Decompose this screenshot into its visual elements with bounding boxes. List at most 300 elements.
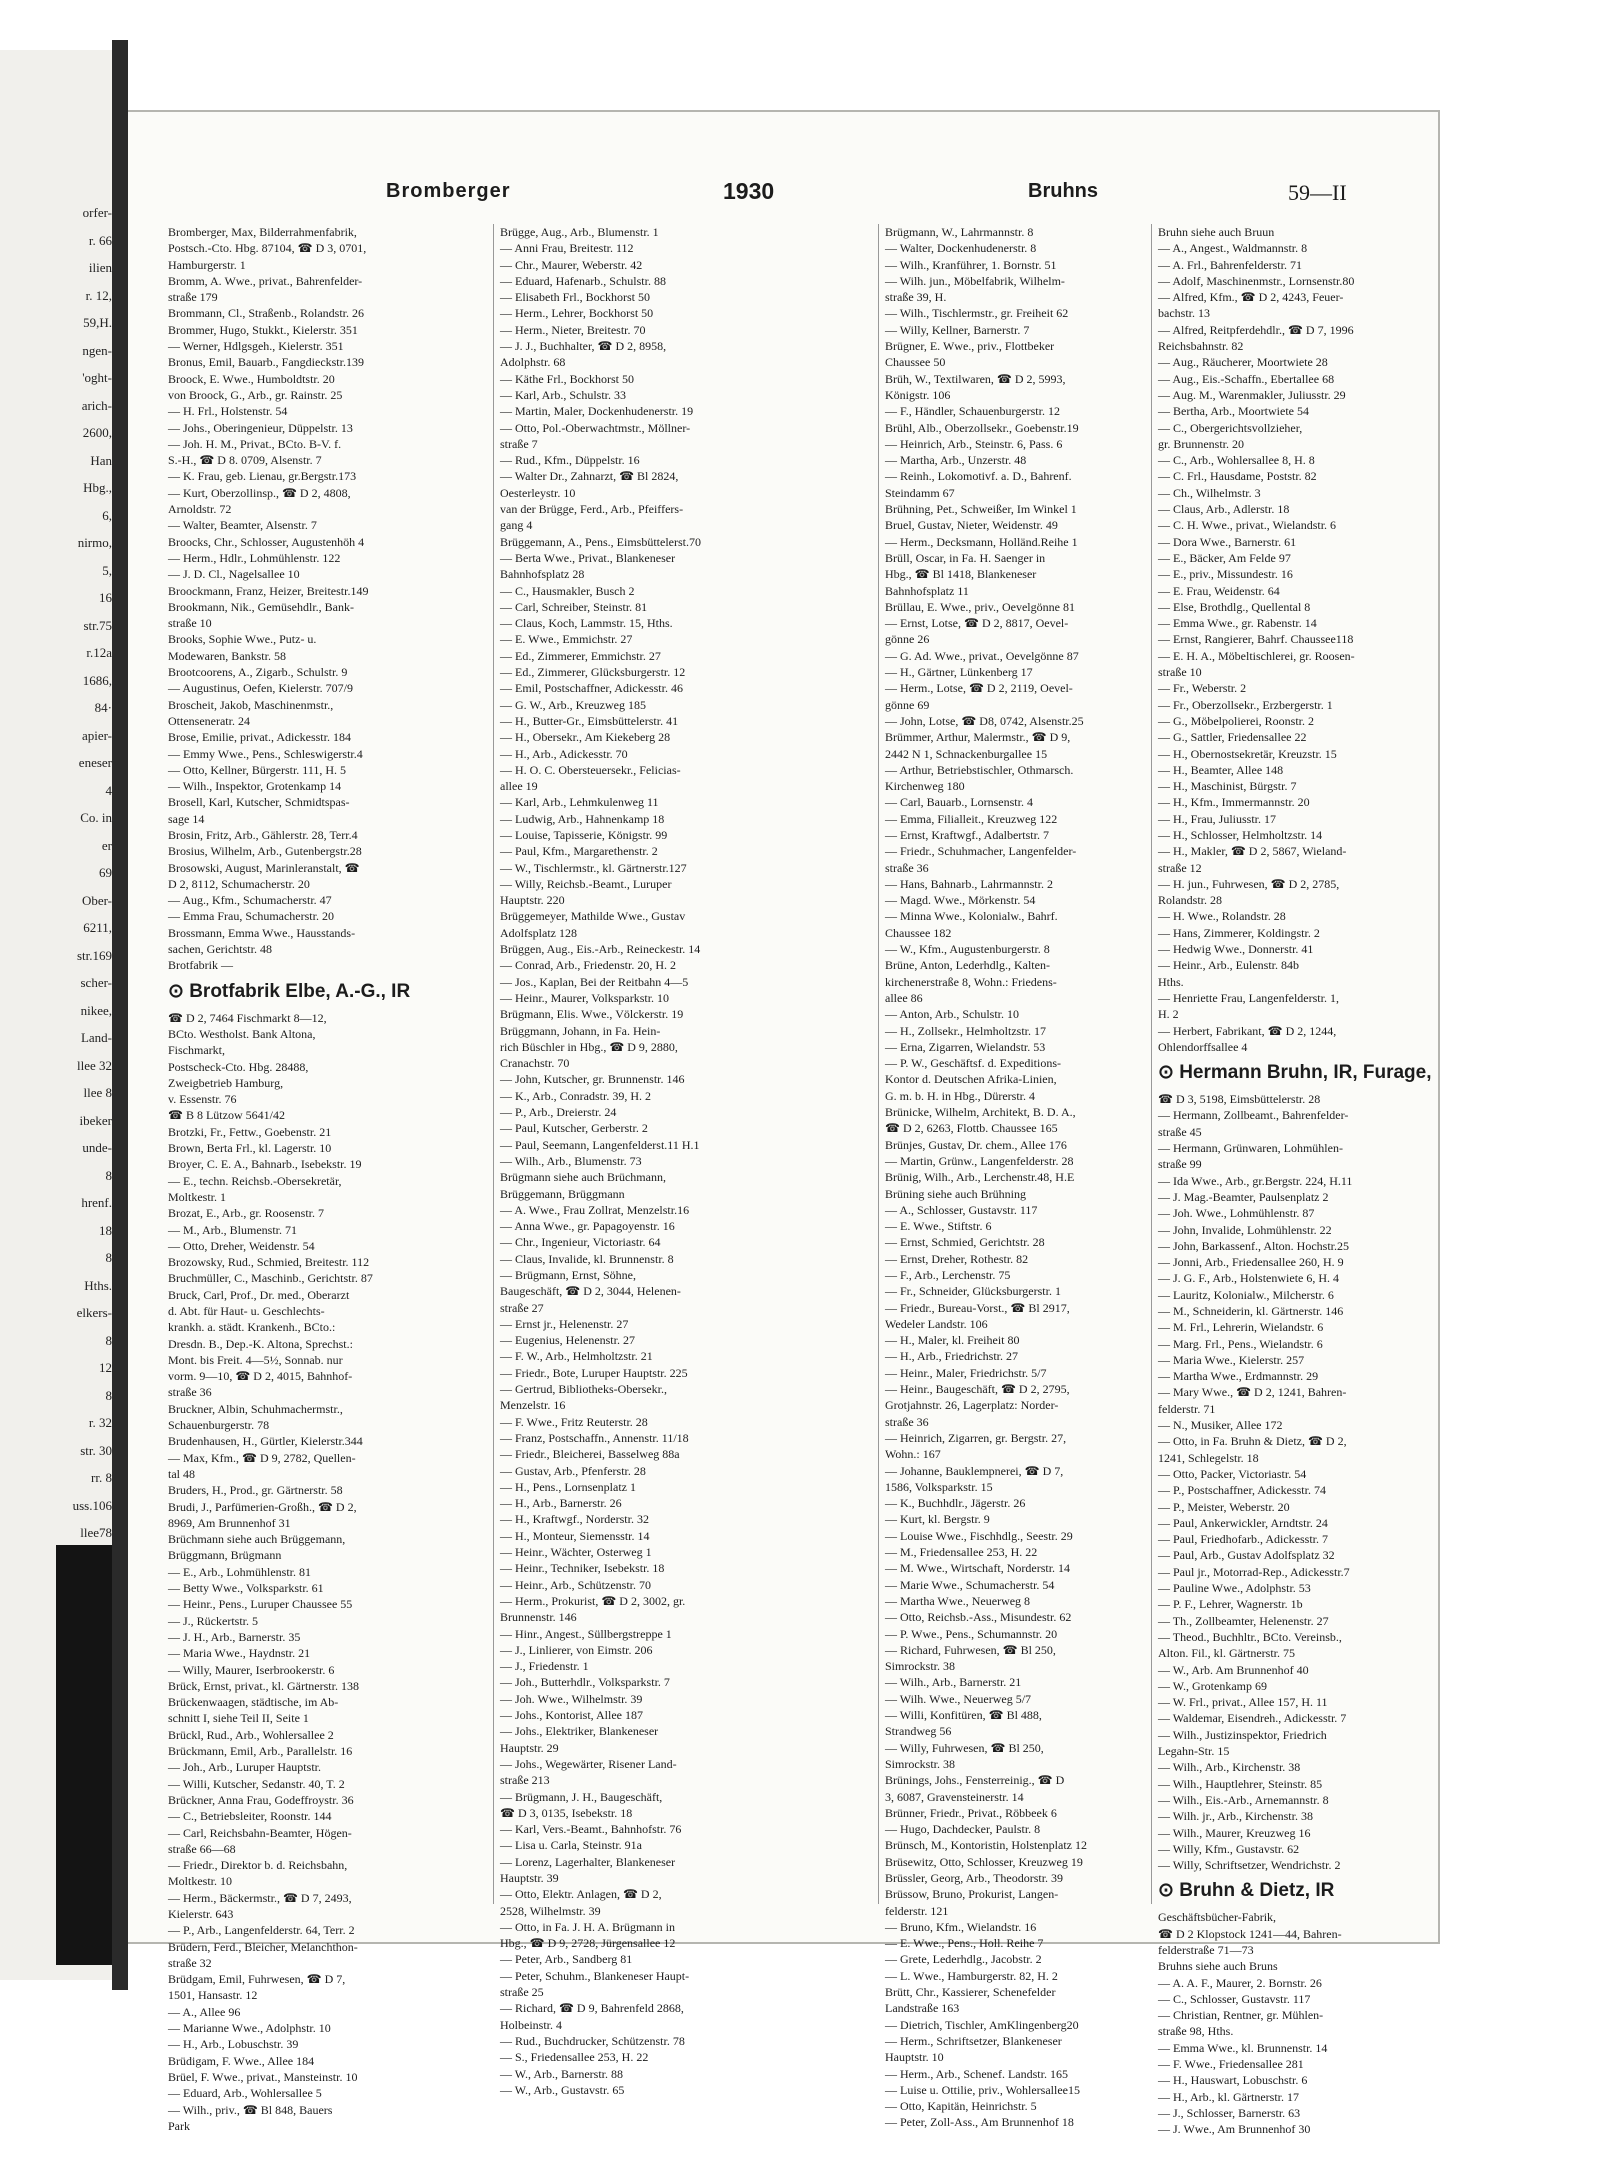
directory-entry: — Wilh., Justizinspektor, Friedrich (1158, 1727, 1327, 1742)
directory-entry: — G., Sattler, Friedensallee 22 (1158, 730, 1307, 745)
directory-entry: Hbg., ☎ Bl 1418, Blankeneser (885, 567, 1037, 582)
directory-entry: — Heinr., Maler, Friedrichstr. 5/7 (885, 1365, 1047, 1380)
directory-entry: Bronus, Emil, Bauarb., Fangdieckstr.139 (168, 355, 364, 370)
directory-entry: Brünjes, Gustav, Dr. chem., Allee 176 (885, 1137, 1067, 1152)
directory-entry: — Peter, Zoll-Ass., Am Brunnenhof 18 (885, 2115, 1074, 2130)
directory-entry: Brügmann, Elis. Wwe., Völckerstr. 19 (500, 1007, 684, 1022)
directory-entry: — Alfred, Kfm., ☎ D 2, 4243, Feuer- (1158, 290, 1344, 305)
directory-entry: — Ernst, Dreher, Rothestr. 82 (885, 1251, 1029, 1266)
directory-entry: — John, Invalide, Lohmühlenstr. 22 (1158, 1222, 1332, 1237)
directory-entry: Brückl, Rud., Arb., Wohlersallee 2 (168, 1727, 334, 1742)
directory-entry: Brüssow, Bruno, Prokurist, Langen- (885, 1887, 1059, 1902)
directory-entry: ☎ D 3, 0135, Isebekstr. 18 (500, 1805, 633, 1820)
directory-entry: Hamburgerstr. 1 (168, 257, 246, 272)
directory-entry: — E., Arb., Lohmühlenstr. 81 (168, 1564, 311, 1579)
directory-entry: Bruders, H., Prod., gr. Gärtnerstr. 58 (168, 1483, 343, 1498)
directory-entry: — Ernst, Schmied, Gerichtstr. 28 (885, 1235, 1045, 1250)
directory-entry: Brozowsky, Rud., Schmied, Breitestr. 112 (168, 1255, 370, 1270)
header-first-entry: Bromberger (386, 180, 511, 202)
directory-entry: — John, Kutscher, gr. Brunnenstr. 146 (500, 1072, 685, 1087)
directory-entry: felderstr. 71 (1158, 1401, 1216, 1416)
directory-entry: — Carl, Schreiber, Steinstr. 81 (500, 599, 648, 614)
directory-entry: Brunnenstr. 146 (500, 1610, 577, 1625)
directory-entry: straße 25 (500, 1985, 544, 2000)
directory-entry: — M., Friedensallee 253, H. 22 (885, 1545, 1038, 1560)
directory-entry: — Friedr., Bote, Luruper Hauptstr. 225 (500, 1365, 688, 1380)
directory-entry: — Willi, Konfitüren, ☎ Bl 488, (885, 1708, 1042, 1723)
directory-entry: — Emma Wwe., kl. Brunnenstr. 14 (1158, 2040, 1328, 2055)
directory-entry: — Johs., Wegewärter, Risener Land- (500, 1756, 677, 1771)
directory-entry: — Karl, Vers.-Beamt., Bahnhofstr. 76 (500, 1822, 682, 1837)
directory-entry: — Herm., Lotse, ☎ D 2, 2119, Oevel- (885, 681, 1073, 696)
facing-page-text: rr. 8 (91, 1470, 112, 1485)
directory-entry: Brüggemann, Brüggmann (500, 1186, 625, 1201)
facing-page-text: 12 (99, 1360, 112, 1375)
directory-entry: Brommann, Cl., Straßenb., Rolandstr. 26 (168, 306, 364, 321)
facing-page-text: Land- (80, 1030, 112, 1045)
directory-entry: Broockmann, Franz, Heizer, Breitestr.149 (168, 583, 369, 598)
directory-entry: — Otto, in Fa. Bruhn & Dietz, ☎ D 2, (1158, 1434, 1347, 1449)
directory-entry: — Friedr., Schuhmacher, Langenfelder- (885, 844, 1077, 859)
directory-column-1 (168, 224, 488, 2133)
directory-entry: Brotzki, Fr., Fettw., Goebenstr. 21 (168, 1124, 332, 1139)
directory-entry: — Eduard, Hafenarb., Schulstr. 88 (500, 273, 666, 288)
book-gutter (112, 40, 128, 1990)
directory-entry: Brüggen, Aug., Eis.-Arb., Reineckestr. 14 (500, 942, 701, 957)
directory-entry: — G., Möbelpolierei, Roonstr. 2 (1158, 713, 1314, 728)
directory-entry: Fischmarkt, (168, 1043, 225, 1058)
directory-entry: Schauenburgerstr. 78 (168, 1418, 270, 1433)
directory-entry: — Erna, Zigarren, Wielandstr. 53 (885, 1039, 1046, 1054)
directory-entry: — S., Friedensallee 253, H. 22 (500, 2050, 649, 2065)
directory-entry: — Dora Wwe., Barnerstr. 61 (1158, 534, 1297, 549)
directory-entry: — Karl, Arb., Lehmkulenweg 11 (500, 795, 659, 810)
directory-entry: straße 10 (1158, 665, 1202, 680)
directory-entry: — Bertha, Arb., Moortwiete 54 (1158, 404, 1309, 419)
facing-page-text: 8 (105, 1167, 112, 1183)
directory-entry: — Johs., Elektriker, Blankeneser (500, 1724, 659, 1739)
directory-entry: — Emma, Filialleit., Kreuzweg 122 (885, 811, 1058, 826)
directory-entry: — W., Arb. Am Brunnenhof 40 (1158, 1662, 1309, 1677)
directory-entry: — Carl, Bauarb., Lornsenstr. 4 (885, 795, 1033, 810)
directory-entry: Brüll, Oscar, in Fa. H. Saenger in (885, 550, 1046, 565)
directory-entry: 3, 6087, Gravensteinerstr. 14 (885, 1789, 1024, 1804)
directory-entry: 1586, Volksparkstr. 15 (885, 1479, 993, 1494)
directory-entry: — P., Meister, Weberstr. 20 (1158, 1499, 1290, 1514)
directory-entry: — Claus, Koch, Lammstr. 15, Hths. (500, 616, 673, 631)
directory-entry: Brünig, Wilh., Arb., Lerchenstr.48, H.E (885, 1170, 1075, 1185)
directory-entry: — J. H., Arb., Barnerstr. 35 (168, 1629, 301, 1644)
directory-entry: Brüchmann siehe auch Brüggemann, (168, 1532, 346, 1547)
directory-entry: — H., Arb., Friedrichstr. 27 (885, 1349, 1018, 1364)
directory-entry: Broocks, Chr., Schlosser, Augustenhöh 4 (168, 534, 365, 549)
directory-entry: — Herbert, Fabrikant, ☎ D 2, 1244, (1158, 1023, 1337, 1038)
directory-entry: straße 39, H. (885, 290, 947, 305)
directory-entry: — Walter Dr., Zahnarzt, ☎ Bl 2824, (500, 469, 679, 484)
directory-entry: — Paul, Arb., Gustav Adolfsplatz 32 (1158, 1548, 1335, 1563)
directory-entry: Dresdn. B., Dep.-K. Altona, Sprechst.: (168, 1336, 353, 1351)
facing-page-text: r. 32 (88, 1415, 112, 1430)
facing-page-text: scher- (80, 975, 112, 990)
directory-entry: Brüggemeyer, Mathilde Wwe., Gustav (500, 909, 686, 924)
facing-page-text: nikee, (80, 1002, 112, 1018)
directory-entry: — Berta Wwe., Privat., Blankeneser (500, 550, 676, 565)
directory-entry: — Herm., Decksmann, Holländ.Reihe 1 (885, 534, 1078, 549)
directory-entry: — J. Mag.-Beamter, Paulsenplatz 2 (1158, 1189, 1329, 1204)
directory-entry: — J. G. F., Arb., Holstenwiete 6, H. 4 (1158, 1271, 1340, 1286)
directory-entry: — Heinrich, Zigarren, gr. Bergstr. 27, (885, 1430, 1067, 1445)
directory-entry: Hauptstr. 39 (500, 1870, 559, 1885)
directory-entry: Ottenseneratr. 24 (168, 713, 250, 728)
directory-entry: — P. Wwe., Pens., Schumannstr. 20 (885, 1626, 1058, 1641)
directory-entry: — Ernst, Lotse, ☎ D 2, 8817, Oevel- (885, 616, 1069, 631)
directory-entry: — E., priv., Missundestr. 16 (1158, 567, 1293, 582)
directory-entry: — Aug., Eis.-Schaffn., Ebertallee 68 (1158, 371, 1335, 386)
facing-page-text: 6, (102, 507, 112, 523)
directory-entry: — H., Arb., Lobuschstr. 39 (168, 2037, 299, 2052)
directory-entry: — Paul, Friedhofarb., Adickesstr. 7 (1158, 1532, 1328, 1547)
directory-entry: — H., Zollsekr., Helmholtzstr. 17 (885, 1023, 1046, 1038)
directory-entry: — Brügmann, J. H., Baugeschäft, (500, 1789, 663, 1804)
directory-entry: straße 36 (168, 1385, 212, 1400)
directory-entry: tal 48 (168, 1466, 195, 1481)
directory-entry: Brosin, Fritz, Arb., Gählerstr. 28, Terr.4 (168, 827, 358, 842)
directory-entry: — Heinrich, Arb., Steinstr. 6, Pass. 6 (885, 436, 1063, 451)
directory-entry: Hths. (1158, 974, 1184, 989)
directory-entry: — Heinr., Arb., Schützenstr. 70 (500, 1577, 651, 1592)
directory-entry: — P., Arb., Dreierstr. 24 (500, 1105, 617, 1120)
directory-entry: — W., Grotenkamp 69 (1158, 1678, 1267, 1693)
directory-entry: kirchenerstraße 8, Wohn.: Friedens- (885, 974, 1057, 989)
directory-entry: — John, Lotse, ☎ D8, 0742, Alsenstr.25 (885, 713, 1084, 728)
directory-entry: — H., Hauswart, Lobuschstr. 6 (1158, 2073, 1308, 2088)
directory-entry: Arnoldstr. 72 (168, 502, 232, 517)
directory-entry: Brügmann siehe auch Brüchmann, (500, 1170, 666, 1185)
facing-page-text: 69 (99, 865, 112, 880)
directory-entry: Brooks, Sophie Wwe., Putz- u. (168, 632, 317, 647)
directory-entry: — Emma Wwe., gr. Rabenstr. 14 (1158, 616, 1317, 631)
directory-entry: — C. Frl., Hausdame, Poststr. 82 (1158, 469, 1317, 484)
directory-entry: Brüggmann, Johann, in Fa. Hein- (500, 1023, 661, 1038)
directory-entry: — A. Wwe., Frau Zollrat, Menzelstr.16 (500, 1202, 690, 1217)
directory-entry: Broscheit, Jakob, Maschinenmstr., (168, 697, 334, 712)
directory-entry: bachstr. 13 (1158, 306, 1210, 321)
facing-page-text: r. 66 (88, 232, 112, 248)
directory-entry: Grotjahnstr. 26, Lagerplatz: Norder- (885, 1398, 1059, 1413)
directory-entry: — Marie Wwe., Schumacherstr. 54 (885, 1577, 1055, 1592)
directory-entry: — H. Frl., Holstenstr. 54 (168, 404, 288, 419)
directory-entry: — Carl, Reichsbahn-Beamter, Högen- (168, 1825, 352, 1840)
directory-entry: — F. Wwe., Friedensallee 281 (1158, 2057, 1304, 2072)
directory-entry: — Ida Wwe., Arb., gr.Bergstr. 224, H.11 (1158, 1173, 1353, 1188)
directory-entry: Brotfabrik — (168, 958, 233, 973)
directory-entry: straße 12 (1158, 860, 1202, 875)
directory-entry: — Louise, Tapisserie, Königstr. 99 (500, 827, 668, 842)
directory-entry: — Werner, Hdlgsgeh., Kielerstr. 351 (168, 339, 344, 354)
directory-entry: Simrockstr. 38 (885, 1756, 956, 1771)
directory-entry: — H., Arb., Adickesstr. 70 (500, 746, 628, 761)
directory-entry: Park (168, 2118, 190, 2133)
directory-entry: Brudenhausen, H., Gürtler, Kielerstr.344 (168, 1434, 363, 1449)
directory-entry: Adolfsplatz 128 (500, 925, 577, 940)
directory-entry: Hauptstr. 10 (885, 2050, 944, 2065)
scan-shadow (56, 1545, 114, 1965)
directory-entry: G. m. b. H. in Hbg., Dürerstr. 4 (885, 1088, 1035, 1103)
directory-entry: Brose, Emilie, privat., Adickesstr. 184 (168, 730, 351, 745)
directory-entry: Brünner, Friedr., Privat., Röbbeek 6 (885, 1805, 1057, 1820)
directory-entry: — Brügmann, Ernst, Söhne, (500, 1268, 636, 1282)
directory-entry: Menzelstr. 16 (500, 1398, 566, 1413)
directory-entry: — P., Arb., Langenfelderstr. 64, Terr. 2 (168, 1923, 355, 1938)
directory-entry: — Willi, Kutscher, Sedanstr. 40, T. 2 (168, 1776, 345, 1791)
directory-entry: — J., Linlierer, von Eimstr. 206 (500, 1642, 653, 1657)
directory-entry: — W., Kfm., Augustenburgerstr. 8 (885, 942, 1050, 957)
directory-entry: Brüggmann, Brügmann (168, 1548, 282, 1563)
directory-entry: — Kurt, kl. Bergstr. 9 (885, 1512, 990, 1527)
directory-entry: — A. A. F., Maurer, 2. Bornstr. 26 (1158, 1975, 1322, 1990)
directory-entry: rich Büschler in Hbg., ☎ D 9, 2880, (500, 1039, 678, 1054)
directory-entry: 1241, Schlegelstr. 18 (1158, 1450, 1259, 1465)
directory-entry: — F. Wwe., Fritz Reuterstr. 28 (500, 1414, 648, 1429)
facing-page-text: llee 32 (76, 1057, 112, 1073)
directory-entry: — Anton, Arb., Schulstr. 10 (885, 1007, 1020, 1022)
directory-entry: — Peter, Schuhm., Blankeneser Haupt- (500, 1968, 690, 1983)
facing-page-text: 5, (102, 562, 112, 578)
directory-entry: — Wilh., Inspektor, Grotenkamp 14 (168, 779, 342, 794)
directory-entry: — H., Pens., Lornsenplatz 1 (500, 1479, 636, 1494)
directory-entry: — Martha, Arb., Unzerstr. 48 (885, 453, 1027, 468)
facing-page-text: ilien (88, 260, 112, 275)
directory-entry: — W., Tischlermstr., kl. Gärtnerstr.127 (500, 860, 687, 875)
directory-entry: Bromberger, Max, Bilderrahmenfabrik, (168, 225, 357, 239)
directory-entry: — E., techn. Reichsb.-Obersekretär, (168, 1173, 342, 1188)
directory-entry: — C., Arb., Wohlersallee 8, H. 8 (1158, 453, 1315, 468)
directory-entry: Brüsewitz, Otto, Schlosser, Kreuzweg 19 (885, 1854, 1083, 1869)
directory-entry: Postsch.-Cto. Hbg. 87104, ☎ D 3, 0701, (168, 241, 367, 256)
directory-entry: — Wilh., Tischlermstr., gr. Freiheit 62 (885, 306, 1069, 321)
directory-entry: Broock, E. Wwe., Humboldtstr. 20 (168, 371, 335, 386)
facing-page-text: ibeker (79, 1112, 112, 1128)
directory-entry: — H., Arb., Barnerstr. 26 (500, 1496, 622, 1511)
directory-entry: — Otto, Kapitän, Heinrichstr. 5 (885, 2099, 1037, 2114)
directory-entry: Brüning siehe auch Brühning (885, 1186, 1026, 1201)
directory-entry: — C., Schlosser, Gustavstr. 117 (1158, 1991, 1311, 2006)
facing-page-text: Ober- (81, 892, 112, 908)
directory-entry: — H., Monteur, Siemensstr. 14 (500, 1528, 650, 1543)
facing-page-text: hrenf. (81, 1195, 112, 1210)
directory-entry: — Friedr., Bureau-Vorst., ☎ Bl 2917, (885, 1300, 1070, 1315)
directory-entry: straße 36 (885, 860, 929, 875)
directory-entry: — Waldemar, Eisendreh., Adickesstr. 7 (1158, 1711, 1347, 1726)
directory-entry: — Gertrud, Bibliotheks-Obersekr., (500, 1382, 667, 1397)
directory-entry: — Jos., Kaplan, Bei der Reitbahn 4—5 (500, 974, 689, 989)
directory-entry: Brückenwaagen, städtische, im Ab- (168, 1695, 339, 1710)
directory-entry: Brüdgam, Emil, Fuhrwesen, ☎ D 7, (168, 1972, 346, 1987)
facing-page-text: arich- (81, 397, 112, 413)
facing-page-text: 2600, (82, 425, 112, 440)
directory-entry: — J., Rückertstr. 5 (168, 1613, 258, 1628)
directory-entry: Brühning, Pet., Schweißer, Im Winkel 1 (885, 502, 1077, 517)
column-divider (493, 224, 494, 1904)
directory-entry: — Fr., Schneider, Glücksburgerstr. 1 (885, 1284, 1061, 1299)
directory-entry: — Herm., Arb., Schenef. Landstr. 165 (885, 2066, 1068, 2081)
directory-entry: — Joh., Butterhdlr., Volksparkstr. 7 (500, 1675, 670, 1690)
directory-entry: Bruckner, Albin, Schuhmachermstr., (168, 1401, 343, 1416)
directory-entry: — Grete, Lederhdlg., Jacobstr. 2 (885, 1952, 1042, 1967)
facing-page-text: er (101, 837, 112, 853)
directory-entry: — Rud., Buchdrucker, Schützenstr. 78 (500, 2033, 685, 2048)
directory-entry: Bahnhofsplatz 11 (885, 583, 969, 598)
directory-entry: — Joh. Wwe., Wilhelmstr. 39 (500, 1691, 643, 1706)
directory-entry: — Peter, Arb., Sandberg 81 (500, 1952, 633, 1967)
directory-entry: Moltkestr. 10 (168, 1874, 233, 1889)
directory-entry: Oesterleystr. 10 (500, 485, 576, 500)
directory-entry: v. Essenstr. 76 (168, 1092, 237, 1107)
directory-entry: — Anna Wwe., gr. Papagoyenstr. 16 (500, 1219, 675, 1234)
directory-entry: — Jonni, Arb., Friedensallee 260, H. 9 (1158, 1255, 1344, 1270)
directory-entry: Chaussee 182 (885, 925, 952, 940)
column-divider (878, 224, 879, 1904)
directory-entry: — Johs., Kontorist, Allee 187 (500, 1708, 643, 1723)
directory-entry: — A. Frl., Bahrenfelderstr. 71 (1158, 257, 1302, 272)
directory-entry: — Heinr., Baugeschäft, ☎ D 2, 2795, (885, 1382, 1070, 1397)
directory-entry: Brümmer, Arthur, Malermstr., ☎ D 9, (885, 730, 1071, 745)
directory-entry: Brüggemann, A., Pens., Eimsbüttelerst.70 (500, 534, 701, 549)
directory-entry: — Rud., Kfm., Düppelstr. 16 (500, 453, 640, 468)
directory-entry: — Herm., Prokurist, ☎ D 2, 3002, gr. (500, 1593, 686, 1608)
directory-column-2 (500, 224, 872, 2097)
directory-entry: Brommer, Hugo, Stukkt., Kielerstr. 351 (168, 322, 358, 337)
directory-entry: — H., Arb., kl. Gärtnerstr. 17 (1158, 2089, 1299, 2104)
directory-entry: — John, Barkassenf., Alton. Hochstr.25 (1158, 1238, 1349, 1253)
directory-entry: 2442 N 1, Schnackenburgallee 15 (885, 746, 1048, 761)
directory-entry: — Herm., Bäckermstr., ☎ D 7, 2493, (168, 1890, 352, 1905)
directory-entry: — Chr., Maurer, Weberstr. 42 (500, 257, 643, 272)
facing-page-text: ngen- (82, 342, 112, 358)
directory-entry: — Conrad, Arb., Friedenstr. 20, H. 2 (500, 958, 676, 973)
directory-entry: — Willy, Kfm., Gustavstr. 62 (1158, 1841, 1300, 1856)
directory-entry: — Wilh. jr., Arb., Kirchenstr. 38 (1158, 1809, 1313, 1824)
directory-entry: Brügner, E. Wwe., priv., Flottbeker (885, 339, 1055, 354)
directory-entry: Modewaren, Bankstr. 58 (168, 648, 286, 663)
directory-entry: gönne 26 (885, 632, 930, 647)
directory-entry: — Walter, Beamter, Alsenstr. 7 (168, 518, 317, 533)
directory-entry: — Ch., Wilhelmstr. 3 (1158, 485, 1261, 500)
directory-entry: — Willy, Kellner, Barnerstr. 7 (885, 322, 1030, 337)
directory-entry: — Martha Wwe., Neuerweg 8 (885, 1593, 1031, 1608)
directory-entry: — Paul jr., Motorrad-Rep., Adickesstr.7 (1158, 1564, 1350, 1579)
header-year: 1930 (723, 178, 775, 204)
directory-entry: felderstr. 121 (885, 1903, 949, 1918)
directory-entry: — Willy, Schriftsetzer, Wendrichstr. 2 (1158, 1858, 1341, 1873)
directory-entry: — E. Wwe., Pens., Holl. Reihe 7 (885, 1936, 1044, 1951)
directory-entry: — Johanne, Bauklempnerei, ☎ D 7, (885, 1463, 1064, 1478)
directory-entry: — Marg. Frl., Pens., Wielandstr. 6 (1158, 1336, 1323, 1351)
directory-entry: Adolphstr. 68 (500, 355, 566, 370)
directory-entry: — Claus, Arb., Adlerstr. 18 (1158, 502, 1290, 517)
directory-entry: — F. W., Arb., Helmholtzstr. 21 (500, 1349, 653, 1364)
directory-entry: Bruchmüller, C., Maschinb., Gerichtstr. 87 (168, 1271, 373, 1286)
facing-page-text: orfer- (82, 205, 112, 220)
directory-entry: — A., Angest., Waldmannstr. 8 (1158, 241, 1308, 256)
facing-page-text: 8 (105, 1332, 112, 1348)
directory-entry: Brütt, Chr., Kassierer, Schenefelder (885, 1985, 1056, 2000)
directory-entry: — J. J., Buchhalter, ☎ D 2, 8958, (500, 339, 667, 354)
directory-entry: — Paul, Kfm., Margarethenstr. 2 (500, 844, 658, 859)
directory-entry: ☎ B 8 Lützow 5641/42 (168, 1108, 285, 1123)
directory-entry: — Ernst, Kraftwgf., Adalbertstr. 7 (885, 827, 1049, 842)
directory-entry: 1501, Hansastr. 12 (168, 1988, 258, 2003)
directory-entry: — W., Arb., Gustavstr. 65 (500, 2082, 625, 2097)
directory-entry: Legahn-Str. 15 (1158, 1744, 1230, 1759)
directory-entry: — Fr., Oberzollsekr., Erzbergerstr. 1 (1158, 697, 1333, 712)
directory-entry: — Richard, Fuhrwesen, ☎ Bl 250, (885, 1642, 1056, 1657)
directory-entry: Brozat, E., Arb., gr. Roosenstr. 7 (168, 1206, 324, 1221)
directory-entry: Hauptstr. 220 (500, 893, 565, 908)
directory-entry: — M., Arb., Blumenstr. 71 (168, 1222, 298, 1237)
directory-entry: S.-H., ☎ D 8. 0709, Alsenstr. 7 (168, 453, 322, 468)
directory-entry: ☎ D 2 Klopstock 1241—44, Bahren- (1158, 1926, 1342, 1941)
directory-entry: — Herm., Lehrer, Bockhorst 50 (500, 306, 654, 321)
facing-page-text: Han (90, 452, 112, 468)
directory-entry: Hbg., ☎ D 9, 2728, Jürgensallee 12 (500, 1936, 676, 1951)
header-last-entry: Bruhns (1028, 180, 1098, 202)
directory-entry: — Eduard, Arb., Wohlersallee 5 (168, 2086, 322, 2101)
facing-page-text: 8 (105, 1387, 112, 1403)
directory-entry: 2528, Wilhelmstr. 39 (500, 1903, 601, 1918)
directory-entry: — P. F., Lehrer, Wagnerstr. 1b (1158, 1597, 1303, 1612)
directory-entry: schnitt I, siehe Teil II, Seite 1 (168, 1711, 309, 1726)
directory-entry: — F., Händler, Schauenburgerstr. 12 (885, 404, 1060, 419)
directory-entry: straße 7 (500, 436, 538, 451)
directory-entry: Brügmann, W., Lahrmannstr. 8 (885, 225, 1034, 239)
facing-page-text: str. 30 (80, 1442, 112, 1458)
directory-entry: — Otto, Reichsb.-Ass., Misundestr. 62 (885, 1610, 1072, 1625)
directory-entry: felderstraße 71—73 (1158, 1942, 1254, 1957)
directory-entry: — J. Wwe., Am Brunnenhof 30 (1158, 2122, 1311, 2137)
directory-entry: — Ernst, Rangierer, Bahrf. Chaussee118 (1158, 632, 1354, 647)
facing-page-text: Co. in (80, 810, 112, 825)
facing-page-text: llee78 (80, 1525, 112, 1540)
directory-entry: Postscheck-Cto. Hbg. 28488, (168, 1059, 309, 1074)
directory-entry: — Christian, Rentner, gr. Mühlen- (1158, 2008, 1324, 2023)
directory-entry: Brossmann, Emma Wwe., Hausstands- (168, 925, 356, 940)
directory-entry: Reichsbahnstr. 82 (1158, 339, 1244, 354)
directory-entry: Simrockstr. 38 (885, 1659, 956, 1674)
directory-entry: — N., Musiker, Allee 172 (1158, 1418, 1283, 1433)
directory-entry: — Paul, Kutscher, Gerberstr. 2 (500, 1121, 648, 1136)
directory-entry: Brosowski, August, Marinleranstalt, ☎ (168, 860, 360, 875)
directory-entry: Baugeschäft, ☎ D 2, 3044, Helenen- (500, 1284, 681, 1299)
directory-entry: — Willy, Fuhrwesen, ☎ Bl 250, (885, 1740, 1044, 1755)
facing-page-text: nirmo, (77, 535, 112, 550)
directory-entry: — H., Maschinist, Bürgstr. 7 (1158, 779, 1297, 794)
directory-entry: Bahnhofsplatz 28 (500, 567, 585, 582)
directory-entry: Bruhns siehe auch Bruns (1158, 1959, 1278, 1974)
directory-entry: — P. W., Geschäftsf. d. Expeditions- (885, 1056, 1061, 1071)
directory-entry: Brootcoorens, A., Zigarb., Schulstr. 9 (168, 665, 348, 680)
directory-entry: ⊙ Brotfabrik Elbe, A.-G., IR (168, 980, 411, 1002)
directory-entry: Holbeinstr. 4 (500, 2017, 562, 2032)
directory-entry: — Adolf, Maschinenmstr., Lornsenstr.80 (1158, 273, 1355, 288)
directory-entry: — H., Obersekr., Am Kiekeberg 28 (500, 730, 671, 745)
directory-entry: — Mary Wwe., ☎ D 2, 1241, Bahren- (1158, 1385, 1347, 1400)
directory-entry: — Hedwig Wwe., Donnerstr. 41 (1158, 942, 1314, 957)
directory-entry: Bruck, Carl, Prof., Dr. med., Oberarzt (168, 1287, 350, 1302)
directory-entry: — Aug. M., Warenmakler, Juliusstr. 29 (1158, 387, 1346, 402)
directory-entry: — J., Schlosser, Barnerstr. 63 (1158, 2105, 1301, 2120)
directory-entry: Ohlendorffsallee 4 (1158, 1039, 1248, 1054)
